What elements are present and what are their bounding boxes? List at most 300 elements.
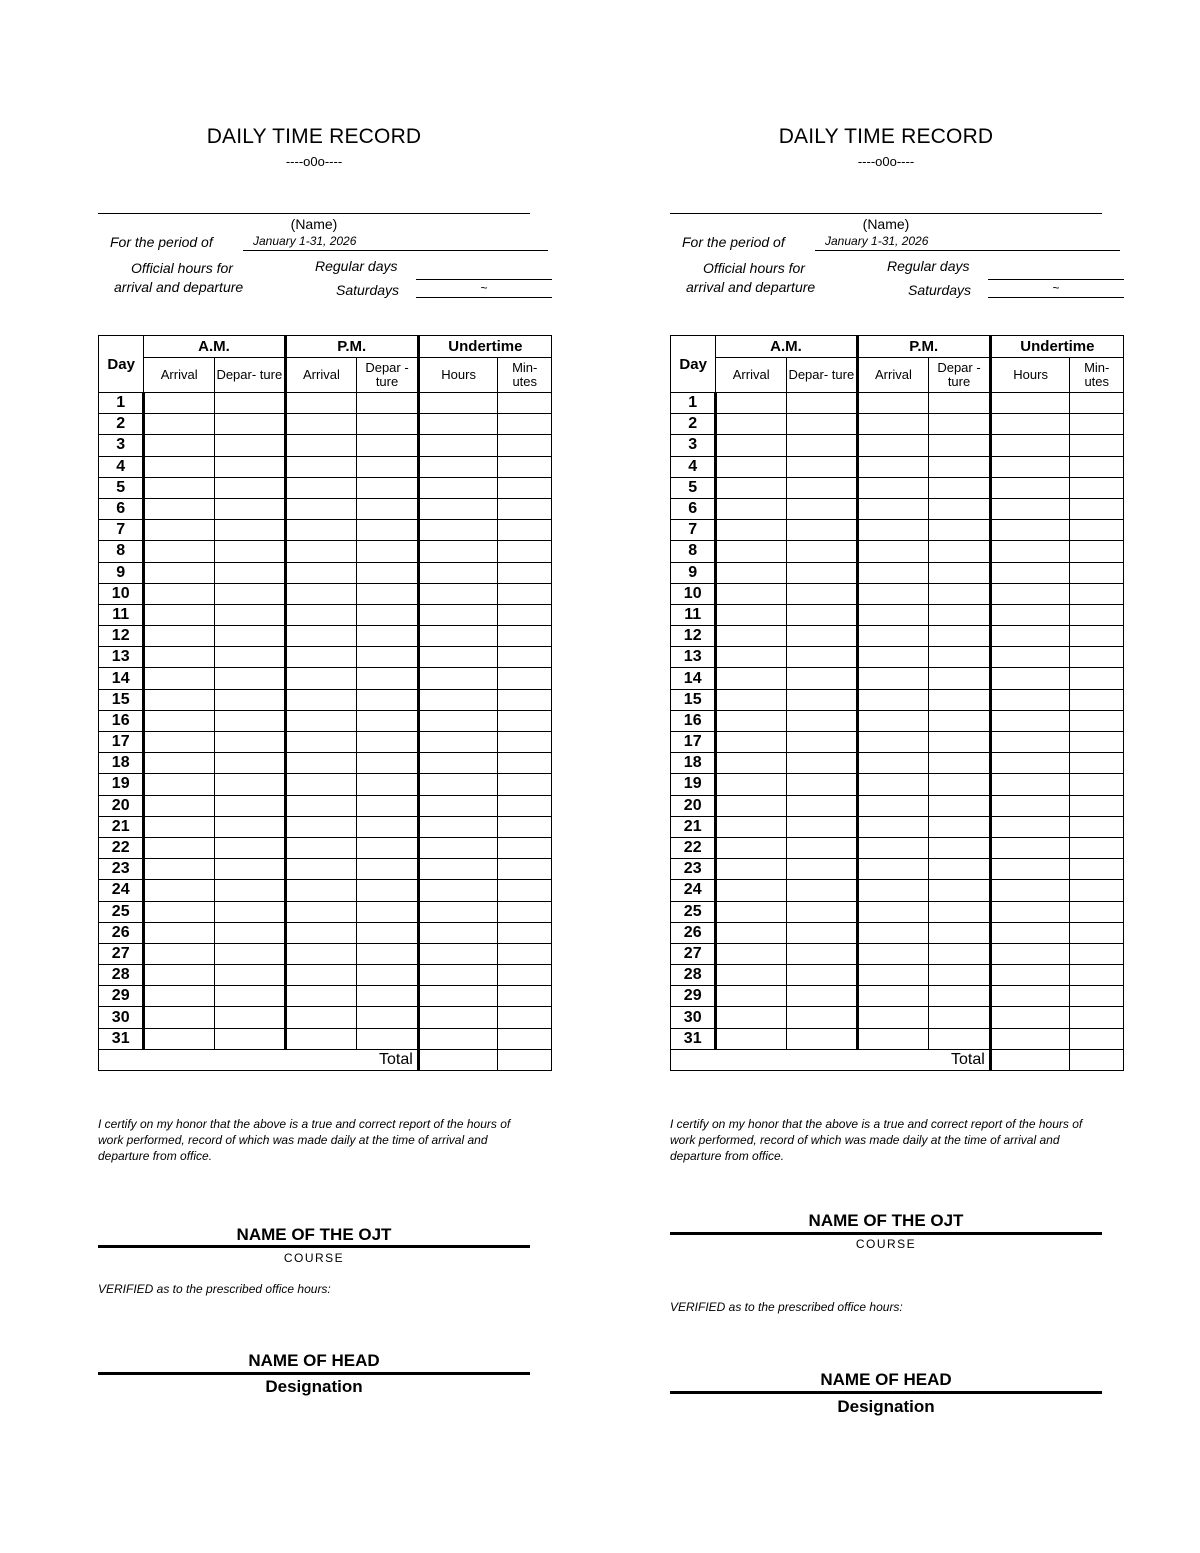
pm-arrival-cell[interactable]: [285, 498, 357, 519]
am-arrival-cell[interactable]: [716, 1028, 787, 1049]
undertime-minutes-cell[interactable]: [498, 668, 552, 689]
undertime-hours-cell[interactable]: [418, 922, 498, 943]
undertime-minutes-cell[interactable]: [1070, 837, 1124, 858]
am-arrival-cell[interactable]: [144, 986, 215, 1007]
undertime-minutes-cell[interactable]: [1070, 753, 1124, 774]
pm-arrival-cell[interactable]: [857, 689, 929, 710]
pm-departure-cell[interactable]: [357, 1007, 419, 1028]
undertime-hours-cell[interactable]: [990, 668, 1070, 689]
am-arrival-cell[interactable]: [716, 986, 787, 1007]
am-arrival-cell[interactable]: [716, 689, 787, 710]
pm-arrival-cell[interactable]: [857, 1007, 929, 1028]
pm-departure-cell[interactable]: [357, 901, 419, 922]
pm-departure-cell[interactable]: [357, 456, 419, 477]
pm-departure-cell[interactable]: [929, 880, 991, 901]
am-departure-cell[interactable]: [787, 901, 858, 922]
am-arrival-cell[interactable]: [716, 732, 787, 753]
undertime-hours-cell[interactable]: [418, 1007, 498, 1028]
pm-departure-cell[interactable]: [357, 414, 419, 435]
pm-arrival-cell[interactable]: [857, 774, 929, 795]
pm-arrival-cell[interactable]: [285, 520, 357, 541]
undertime-hours-cell[interactable]: [990, 774, 1070, 795]
pm-arrival-cell[interactable]: [857, 986, 929, 1007]
am-departure-cell[interactable]: [787, 732, 858, 753]
undertime-hours-cell[interactable]: [990, 456, 1070, 477]
am-departure-cell[interactable]: [787, 986, 858, 1007]
pm-arrival-cell[interactable]: [857, 753, 929, 774]
undertime-minutes-cell[interactable]: [1070, 477, 1124, 498]
am-arrival-cell[interactable]: [716, 562, 787, 583]
am-arrival-cell[interactable]: [144, 753, 215, 774]
pm-arrival-cell[interactable]: [285, 1028, 357, 1049]
pm-arrival-cell[interactable]: [285, 541, 357, 562]
undertime-minutes-cell[interactable]: [498, 816, 552, 837]
undertime-minutes-cell[interactable]: [1070, 1007, 1124, 1028]
pm-arrival-cell[interactable]: [857, 732, 929, 753]
am-arrival-cell[interactable]: [716, 753, 787, 774]
pm-departure-cell[interactable]: [357, 668, 419, 689]
pm-departure-cell[interactable]: [357, 1028, 419, 1049]
undertime-minutes-cell[interactable]: [498, 498, 552, 519]
am-arrival-cell[interactable]: [144, 1007, 215, 1028]
undertime-minutes-cell[interactable]: [498, 626, 552, 647]
pm-arrival-cell[interactable]: [857, 626, 929, 647]
am-arrival-cell[interactable]: [716, 477, 787, 498]
pm-arrival-cell[interactable]: [857, 477, 929, 498]
regular-days-field[interactable]: [988, 279, 1124, 280]
am-arrival-cell[interactable]: [716, 541, 787, 562]
pm-departure-cell[interactable]: [929, 816, 991, 837]
am-arrival-cell[interactable]: [144, 626, 215, 647]
pm-departure-cell[interactable]: [357, 837, 419, 858]
undertime-hours-cell[interactable]: [990, 1028, 1070, 1049]
pm-arrival-cell[interactable]: [857, 393, 929, 414]
undertime-hours-cell[interactable]: [418, 520, 498, 541]
undertime-hours-cell[interactable]: [418, 1028, 498, 1049]
pm-arrival-cell[interactable]: [285, 393, 357, 414]
undertime-hours-cell[interactable]: [990, 859, 1070, 880]
am-arrival-cell[interactable]: [716, 901, 787, 922]
am-departure-cell[interactable]: [787, 816, 858, 837]
pm-arrival-cell[interactable]: [857, 435, 929, 456]
undertime-hours-cell[interactable]: [418, 604, 498, 625]
am-departure-cell[interactable]: [215, 583, 286, 604]
pm-departure-cell[interactable]: [929, 477, 991, 498]
am-departure-cell[interactable]: [215, 647, 286, 668]
am-departure-cell[interactable]: [787, 583, 858, 604]
undertime-minutes-cell[interactable]: [1070, 689, 1124, 710]
undertime-hours-cell[interactable]: [990, 901, 1070, 922]
pm-arrival-cell[interactable]: [857, 859, 929, 880]
am-departure-cell[interactable]: [215, 753, 286, 774]
undertime-minutes-cell[interactable]: [1070, 541, 1124, 562]
undertime-hours-cell[interactable]: [990, 922, 1070, 943]
pm-departure-cell[interactable]: [357, 520, 419, 541]
am-departure-cell[interactable]: [215, 498, 286, 519]
undertime-hours-cell[interactable]: [990, 393, 1070, 414]
am-departure-cell[interactable]: [215, 859, 286, 880]
total-minutes-cell[interactable]: [498, 1049, 552, 1070]
undertime-hours-cell[interactable]: [990, 689, 1070, 710]
am-departure-cell[interactable]: [215, 795, 286, 816]
am-departure-cell[interactable]: [787, 668, 858, 689]
pm-arrival-cell[interactable]: [285, 435, 357, 456]
undertime-minutes-cell[interactable]: [1070, 583, 1124, 604]
pm-arrival-cell[interactable]: [285, 414, 357, 435]
undertime-minutes-cell[interactable]: [1070, 668, 1124, 689]
pm-departure-cell[interactable]: [357, 795, 419, 816]
undertime-hours-cell[interactable]: [418, 477, 498, 498]
undertime-hours-cell[interactable]: [418, 435, 498, 456]
pm-departure-cell[interactable]: [929, 753, 991, 774]
am-departure-cell[interactable]: [215, 414, 286, 435]
pm-departure-cell[interactable]: [929, 647, 991, 668]
am-departure-cell[interactable]: [215, 965, 286, 986]
pm-arrival-cell[interactable]: [285, 647, 357, 668]
undertime-minutes-cell[interactable]: [1070, 859, 1124, 880]
am-departure-cell[interactable]: [215, 986, 286, 1007]
am-departure-cell[interactable]: [787, 753, 858, 774]
pm-departure-cell[interactable]: [929, 626, 991, 647]
am-departure-cell[interactable]: [215, 1028, 286, 1049]
am-departure-cell[interactable]: [215, 477, 286, 498]
am-departure-cell[interactable]: [787, 414, 858, 435]
am-departure-cell[interactable]: [215, 393, 286, 414]
am-departure-cell[interactable]: [215, 1007, 286, 1028]
pm-departure-cell[interactable]: [929, 859, 991, 880]
pm-departure-cell[interactable]: [929, 943, 991, 964]
pm-arrival-cell[interactable]: [857, 922, 929, 943]
am-arrival-cell[interactable]: [144, 837, 215, 858]
pm-departure-cell[interactable]: [357, 774, 419, 795]
pm-arrival-cell[interactable]: [285, 668, 357, 689]
undertime-minutes-cell[interactable]: [498, 414, 552, 435]
am-arrival-cell[interactable]: [716, 816, 787, 837]
am-arrival-cell[interactable]: [144, 435, 215, 456]
undertime-minutes-cell[interactable]: [1070, 965, 1124, 986]
undertime-hours-cell[interactable]: [990, 604, 1070, 625]
undertime-minutes-cell[interactable]: [1070, 456, 1124, 477]
am-arrival-cell[interactable]: [716, 435, 787, 456]
undertime-hours-cell[interactable]: [990, 647, 1070, 668]
pm-arrival-cell[interactable]: [285, 859, 357, 880]
am-departure-cell[interactable]: [215, 837, 286, 858]
pm-departure-cell[interactable]: [357, 626, 419, 647]
undertime-hours-cell[interactable]: [990, 816, 1070, 837]
undertime-hours-cell[interactable]: [418, 880, 498, 901]
undertime-minutes-cell[interactable]: [498, 859, 552, 880]
undertime-hours-cell[interactable]: [418, 647, 498, 668]
undertime-hours-cell[interactable]: [990, 562, 1070, 583]
undertime-minutes-cell[interactable]: [1070, 647, 1124, 668]
am-departure-cell[interactable]: [215, 435, 286, 456]
period-field[interactable]: January 1-31, 2026: [243, 234, 548, 251]
undertime-minutes-cell[interactable]: [498, 689, 552, 710]
am-departure-cell[interactable]: [787, 456, 858, 477]
pm-departure-cell[interactable]: [929, 986, 991, 1007]
am-arrival-cell[interactable]: [716, 604, 787, 625]
am-departure-cell[interactable]: [787, 1007, 858, 1028]
am-arrival-cell[interactable]: [716, 414, 787, 435]
undertime-hours-cell[interactable]: [418, 753, 498, 774]
undertime-hours-cell[interactable]: [990, 986, 1070, 1007]
am-arrival-cell[interactable]: [716, 837, 787, 858]
pm-arrival-cell[interactable]: [285, 753, 357, 774]
undertime-minutes-cell[interactable]: [1070, 414, 1124, 435]
pm-departure-cell[interactable]: [357, 435, 419, 456]
pm-departure-cell[interactable]: [357, 880, 419, 901]
undertime-minutes-cell[interactable]: [498, 647, 552, 668]
am-departure-cell[interactable]: [787, 774, 858, 795]
pm-departure-cell[interactable]: [929, 837, 991, 858]
am-departure-cell[interactable]: [787, 435, 858, 456]
pm-arrival-cell[interactable]: [285, 880, 357, 901]
pm-arrival-cell[interactable]: [857, 710, 929, 731]
undertime-hours-cell[interactable]: [418, 732, 498, 753]
am-arrival-cell[interactable]: [716, 647, 787, 668]
am-arrival-cell[interactable]: [144, 393, 215, 414]
undertime-minutes-cell[interactable]: [498, 456, 552, 477]
am-departure-cell[interactable]: [787, 520, 858, 541]
undertime-minutes-cell[interactable]: [1070, 520, 1124, 541]
am-departure-cell[interactable]: [787, 498, 858, 519]
undertime-minutes-cell[interactable]: [1070, 1028, 1124, 1049]
am-arrival-cell[interactable]: [144, 880, 215, 901]
undertime-minutes-cell[interactable]: [498, 901, 552, 922]
am-departure-cell[interactable]: [215, 774, 286, 795]
am-departure-cell[interactable]: [787, 541, 858, 562]
am-arrival-cell[interactable]: [144, 943, 215, 964]
undertime-hours-cell[interactable]: [990, 520, 1070, 541]
am-arrival-cell[interactable]: [716, 583, 787, 604]
undertime-hours-cell[interactable]: [418, 901, 498, 922]
undertime-minutes-cell[interactable]: [498, 753, 552, 774]
am-arrival-cell[interactable]: [144, 732, 215, 753]
undertime-minutes-cell[interactable]: [1070, 774, 1124, 795]
pm-departure-cell[interactable]: [929, 689, 991, 710]
pm-departure-cell[interactable]: [357, 732, 419, 753]
undertime-minutes-cell[interactable]: [1070, 901, 1124, 922]
pm-departure-cell[interactable]: [357, 498, 419, 519]
undertime-hours-cell[interactable]: [418, 562, 498, 583]
am-arrival-cell[interactable]: [144, 647, 215, 668]
am-arrival-cell[interactable]: [144, 774, 215, 795]
undertime-minutes-cell[interactable]: [498, 795, 552, 816]
undertime-hours-cell[interactable]: [990, 965, 1070, 986]
pm-departure-cell[interactable]: [357, 477, 419, 498]
am-arrival-cell[interactable]: [716, 880, 787, 901]
undertime-hours-cell[interactable]: [418, 965, 498, 986]
pm-arrival-cell[interactable]: [857, 456, 929, 477]
saturdays-field[interactable]: ~: [988, 281, 1124, 298]
pm-departure-cell[interactable]: [357, 647, 419, 668]
undertime-minutes-cell[interactable]: [1070, 943, 1124, 964]
pm-arrival-cell[interactable]: [285, 689, 357, 710]
total-hours-cell[interactable]: [990, 1049, 1070, 1070]
pm-departure-cell[interactable]: [357, 541, 419, 562]
pm-departure-cell[interactable]: [357, 859, 419, 880]
am-arrival-cell[interactable]: [144, 456, 215, 477]
pm-arrival-cell[interactable]: [857, 816, 929, 837]
pm-arrival-cell[interactable]: [285, 604, 357, 625]
am-departure-cell[interactable]: [787, 393, 858, 414]
undertime-minutes-cell[interactable]: [498, 604, 552, 625]
am-departure-cell[interactable]: [215, 626, 286, 647]
undertime-hours-cell[interactable]: [990, 414, 1070, 435]
pm-arrival-cell[interactable]: [285, 477, 357, 498]
undertime-minutes-cell[interactable]: [498, 520, 552, 541]
undertime-minutes-cell[interactable]: [1070, 795, 1124, 816]
am-departure-cell[interactable]: [215, 689, 286, 710]
am-departure-cell[interactable]: [787, 880, 858, 901]
pm-arrival-cell[interactable]: [857, 414, 929, 435]
am-departure-cell[interactable]: [215, 710, 286, 731]
pm-arrival-cell[interactable]: [285, 901, 357, 922]
am-arrival-cell[interactable]: [716, 626, 787, 647]
am-departure-cell[interactable]: [215, 456, 286, 477]
undertime-minutes-cell[interactable]: [1070, 393, 1124, 414]
undertime-hours-cell[interactable]: [418, 986, 498, 1007]
undertime-hours-cell[interactable]: [418, 583, 498, 604]
pm-arrival-cell[interactable]: [285, 986, 357, 1007]
am-arrival-cell[interactable]: [144, 795, 215, 816]
pm-departure-cell[interactable]: [357, 986, 419, 1007]
pm-departure-cell[interactable]: [929, 901, 991, 922]
pm-arrival-cell[interactable]: [857, 880, 929, 901]
pm-departure-cell[interactable]: [929, 435, 991, 456]
undertime-hours-cell[interactable]: [418, 859, 498, 880]
undertime-hours-cell[interactable]: [990, 583, 1070, 604]
pm-arrival-cell[interactable]: [285, 732, 357, 753]
am-arrival-cell[interactable]: [144, 859, 215, 880]
pm-arrival-cell[interactable]: [285, 562, 357, 583]
undertime-minutes-cell[interactable]: [1070, 562, 1124, 583]
pm-arrival-cell[interactable]: [285, 943, 357, 964]
pm-departure-cell[interactable]: [929, 541, 991, 562]
undertime-minutes-cell[interactable]: [498, 880, 552, 901]
undertime-minutes-cell[interactable]: [498, 943, 552, 964]
pm-departure-cell[interactable]: [929, 1028, 991, 1049]
am-departure-cell[interactable]: [215, 922, 286, 943]
am-arrival-cell[interactable]: [144, 816, 215, 837]
pm-arrival-cell[interactable]: [857, 647, 929, 668]
pm-departure-cell[interactable]: [929, 1007, 991, 1028]
undertime-minutes-cell[interactable]: [1070, 498, 1124, 519]
am-arrival-cell[interactable]: [716, 456, 787, 477]
undertime-hours-cell[interactable]: [418, 668, 498, 689]
am-arrival-cell[interactable]: [144, 1028, 215, 1049]
pm-arrival-cell[interactable]: [857, 604, 929, 625]
am-departure-cell[interactable]: [787, 837, 858, 858]
undertime-minutes-cell[interactable]: [498, 1028, 552, 1049]
pm-arrival-cell[interactable]: [857, 837, 929, 858]
total-hours-cell[interactable]: [418, 1049, 498, 1070]
pm-arrival-cell[interactable]: [285, 922, 357, 943]
pm-departure-cell[interactable]: [357, 710, 419, 731]
pm-departure-cell[interactable]: [929, 795, 991, 816]
am-departure-cell[interactable]: [215, 816, 286, 837]
am-departure-cell[interactable]: [215, 604, 286, 625]
am-arrival-cell[interactable]: [716, 943, 787, 964]
pm-arrival-cell[interactable]: [285, 583, 357, 604]
am-arrival-cell[interactable]: [144, 520, 215, 541]
undertime-hours-cell[interactable]: [990, 1007, 1070, 1028]
am-departure-cell[interactable]: [787, 943, 858, 964]
undertime-minutes-cell[interactable]: [498, 774, 552, 795]
pm-departure-cell[interactable]: [357, 604, 419, 625]
pm-arrival-cell[interactable]: [857, 943, 929, 964]
undertime-minutes-cell[interactable]: [498, 435, 552, 456]
undertime-hours-cell[interactable]: [418, 626, 498, 647]
undertime-minutes-cell[interactable]: [498, 1007, 552, 1028]
pm-departure-cell[interactable]: [929, 710, 991, 731]
undertime-minutes-cell[interactable]: [498, 583, 552, 604]
am-arrival-cell[interactable]: [716, 393, 787, 414]
saturdays-field[interactable]: ~: [416, 281, 552, 298]
undertime-hours-cell[interactable]: [418, 816, 498, 837]
pm-arrival-cell[interactable]: [857, 901, 929, 922]
undertime-minutes-cell[interactable]: [498, 477, 552, 498]
am-arrival-cell[interactable]: [144, 562, 215, 583]
undertime-hours-cell[interactable]: [418, 393, 498, 414]
pm-arrival-cell[interactable]: [857, 541, 929, 562]
pm-arrival-cell[interactable]: [857, 668, 929, 689]
am-arrival-cell[interactable]: [716, 965, 787, 986]
am-arrival-cell[interactable]: [716, 922, 787, 943]
undertime-minutes-cell[interactable]: [1070, 435, 1124, 456]
pm-arrival-cell[interactable]: [285, 816, 357, 837]
am-departure-cell[interactable]: [215, 668, 286, 689]
undertime-minutes-cell[interactable]: [1070, 626, 1124, 647]
undertime-hours-cell[interactable]: [990, 943, 1070, 964]
undertime-hours-cell[interactable]: [990, 732, 1070, 753]
pm-arrival-cell[interactable]: [285, 626, 357, 647]
am-departure-cell[interactable]: [787, 859, 858, 880]
undertime-minutes-cell[interactable]: [498, 562, 552, 583]
am-departure-cell[interactable]: [787, 710, 858, 731]
period-field[interactable]: January 1-31, 2026: [815, 234, 1120, 251]
pm-departure-cell[interactable]: [357, 583, 419, 604]
undertime-minutes-cell[interactable]: [498, 541, 552, 562]
undertime-minutes-cell[interactable]: [1070, 710, 1124, 731]
pm-departure-cell[interactable]: [929, 456, 991, 477]
am-departure-cell[interactable]: [787, 965, 858, 986]
pm-departure-cell[interactable]: [929, 583, 991, 604]
regular-days-field[interactable]: [416, 279, 552, 280]
undertime-hours-cell[interactable]: [418, 414, 498, 435]
undertime-hours-cell[interactable]: [990, 626, 1070, 647]
undertime-hours-cell[interactable]: [990, 795, 1070, 816]
am-arrival-cell[interactable]: [144, 498, 215, 519]
pm-departure-cell[interactable]: [357, 753, 419, 774]
undertime-minutes-cell[interactable]: [1070, 986, 1124, 1007]
am-departure-cell[interactable]: [215, 901, 286, 922]
undertime-hours-cell[interactable]: [990, 435, 1070, 456]
am-arrival-cell[interactable]: [144, 922, 215, 943]
pm-departure-cell[interactable]: [357, 943, 419, 964]
am-departure-cell[interactable]: [215, 732, 286, 753]
undertime-hours-cell[interactable]: [418, 837, 498, 858]
pm-departure-cell[interactable]: [929, 393, 991, 414]
am-arrival-cell[interactable]: [716, 668, 787, 689]
am-arrival-cell[interactable]: [716, 859, 787, 880]
am-arrival-cell[interactable]: [144, 477, 215, 498]
pm-departure-cell[interactable]: [357, 922, 419, 943]
am-arrival-cell[interactable]: [144, 583, 215, 604]
undertime-minutes-cell[interactable]: [1070, 816, 1124, 837]
undertime-hours-cell[interactable]: [418, 943, 498, 964]
am-departure-cell[interactable]: [787, 604, 858, 625]
